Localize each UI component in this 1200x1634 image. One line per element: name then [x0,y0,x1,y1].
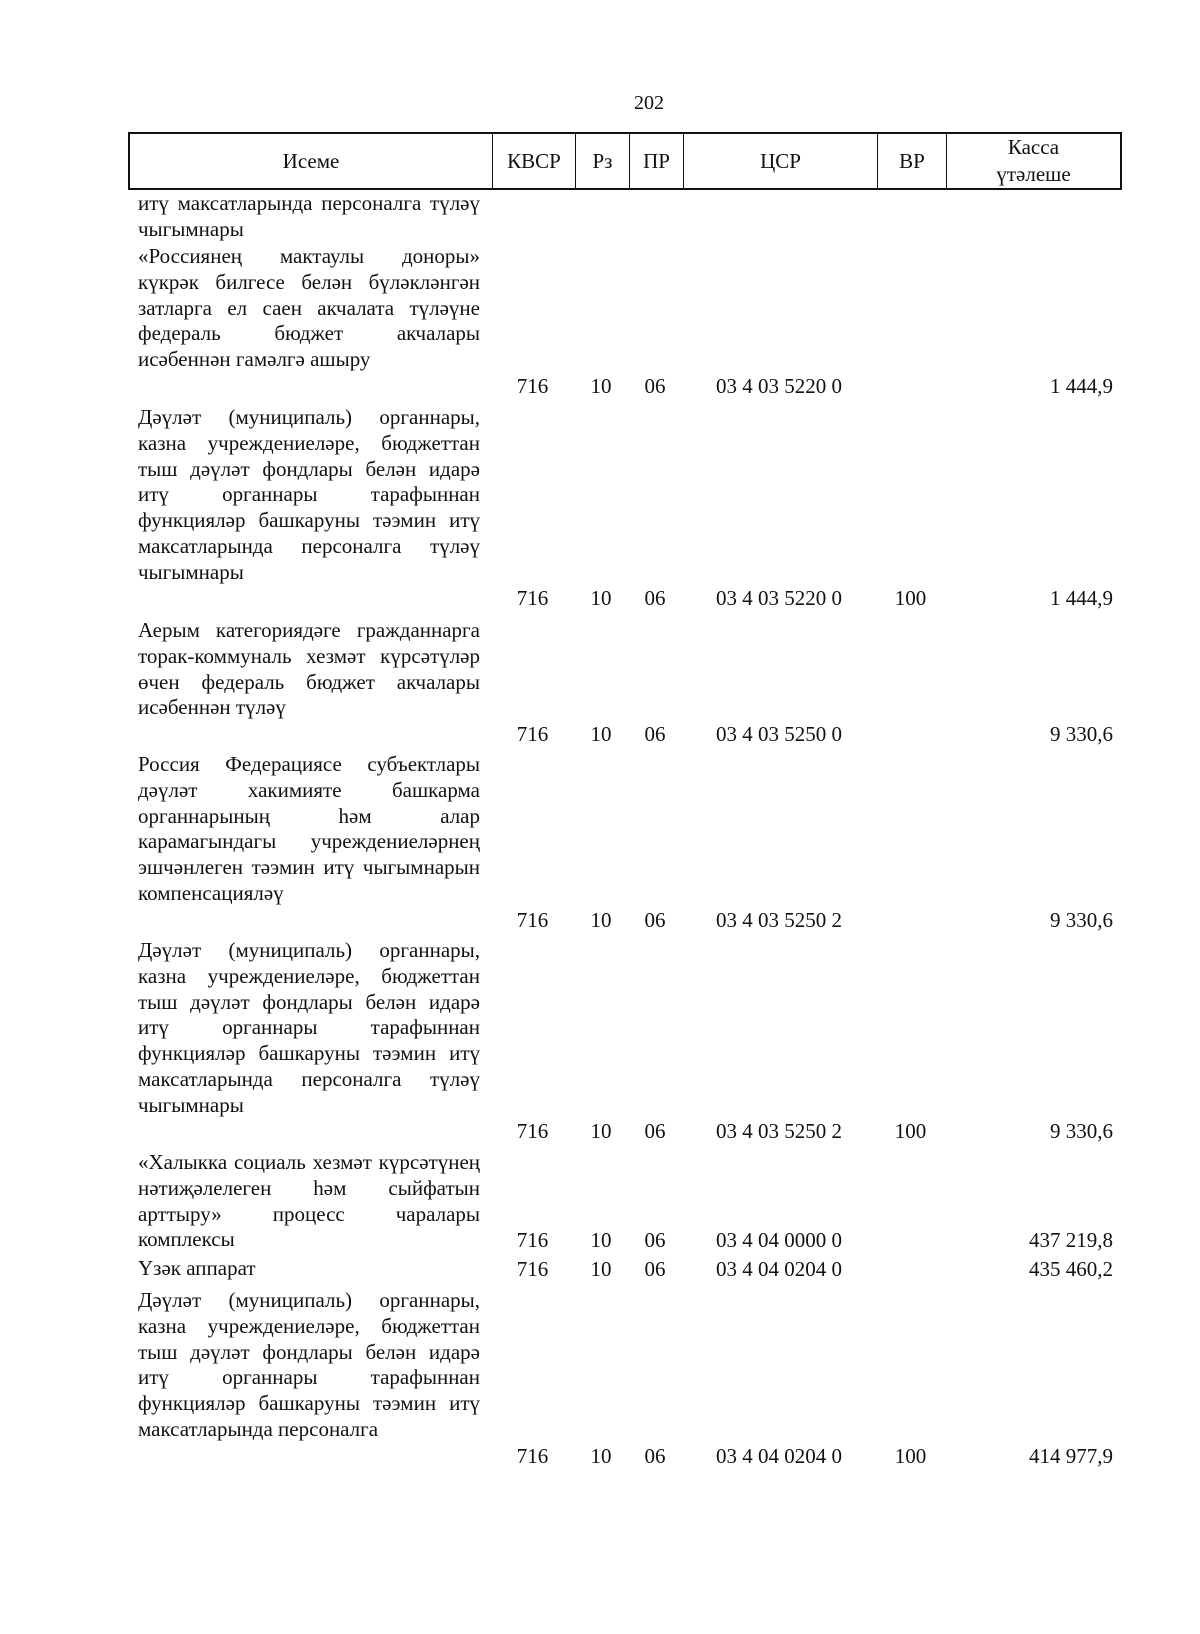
row-name: Дәүләт (муниципаль) органнары, казна учреждениеләре, бюджеттан тыш дәүләт фондлары белән идарә итү органнары тарафыннан функцияләр башкаруны тәэмин итү максатларында персоналга түләү чыгымнары [138,938,480,1117]
row-rz: 10 [590,1119,612,1144]
row-kassa: 437 219,8 [1029,1228,1113,1253]
header-pr: ПР [630,134,684,188]
row-csr: 03 4 04 0204 0 [716,1444,842,1469]
row-kassa: 9 330,6 [1050,1119,1113,1144]
row-csr: 03 4 03 5220 0 [716,374,842,399]
table-row [0,618,1200,748]
header-rz: Рз [576,134,630,188]
row-pr: 06 [644,586,666,611]
row-kassa: 1 444,9 [1050,374,1113,399]
table-header [128,132,1122,190]
table-row [0,1256,1200,1283]
row-name: Дәүләт (муниципаль) органнары, казна учреждениеләре, бюджеттан тыш дәүләт фондлары белән идарә итү органнары тарафыннан функцияләр башкаруны тәэмин итү максатларында персоналга [138,1288,480,1441]
row-kvsr: 716 [516,1228,549,1253]
row-name: «Россиянең мактаулы доноры» күкрәк билгесе белән бүләкләнгән затларга ел саен акчалата түләүне федераль бюджет акчалары исәбеннән гамәлгә ашыру [138,244,480,372]
row-name: «Халыкка социаль хезмәт күрсәтүнең нәтиҗәлелеген һәм сыйфатын арттыру» процесс чаралары комплексы [138,1150,480,1252]
table-row [0,1288,1200,1470]
row-pr: 06 [644,1119,666,1144]
row-pr: 06 [644,1257,666,1282]
row-kvsr: 716 [516,374,549,399]
row-vr: 100 [894,1119,927,1144]
row-kvsr: 716 [516,1257,549,1282]
table-row [0,405,1200,612]
header-kassa: Касса үтәлеше [996,135,1071,186]
row-kvsr: 716 [516,908,549,933]
row-pr: 06 [644,722,666,747]
row-rz: 10 [590,722,612,747]
row-name: Россия Федерациясе субъектлары дәүләт хакимияте башкарма органнарының һәм алар карамагындагы учреждениеләрнең эшчәнлеген тәэмин итү чыгымнарын компенсацияләү [138,752,480,905]
header-vr: ВР [878,134,947,188]
row-kvsr: 716 [516,1444,549,1469]
row-name: итү максатларында персоналга түләү чыгымнары [138,191,480,241]
header-kvsr: КВСР [493,134,576,188]
row-name: Үзәк аппарат [138,1256,256,1280]
row-name: Дәүләт (муниципаль) органнары, казна учреждениеләре, бюджеттан тыш дәүләт фондлары белән идарә итү органнары тарафыннан функцияләр башкаруны тәэмин итү максатларында персоналга түләү чыгымнары [138,405,480,584]
row-kassa: 414 977,9 [1029,1444,1113,1469]
row-kvsr: 716 [516,1119,549,1144]
table-row [0,1150,1200,1254]
row-rz: 10 [590,586,612,611]
row-rz: 10 [590,908,612,933]
header-csr: ЦСР [684,134,878,188]
row-rz: 10 [590,1444,612,1469]
row-rz: 10 [590,1257,612,1282]
row-csr: 03 4 04 0204 0 [716,1257,842,1282]
row-pr: 06 [644,908,666,933]
header-name: Исеме [130,134,493,188]
row-csr: 03 4 03 5250 0 [716,722,842,747]
table-row [0,938,1200,1145]
table-row [0,752,1200,934]
row-csr: 03 4 03 5220 0 [716,586,842,611]
row-csr: 03 4 03 5250 2 [716,1119,842,1144]
row-kassa: 9 330,6 [1050,722,1113,747]
row-csr: 03 4 03 5250 2 [716,908,842,933]
row-pr: 06 [644,1444,666,1469]
row-kassa: 9 330,6 [1050,908,1113,933]
row-rz: 10 [590,1228,612,1253]
row-kassa: 1 444,9 [1050,586,1113,611]
row-rz: 10 [590,374,612,399]
row-pr: 06 [644,374,666,399]
row-vr: 100 [894,586,927,611]
row-pr: 06 [644,1228,666,1253]
row-vr: 100 [894,1444,927,1469]
row-kvsr: 716 [516,722,549,747]
table-row [0,244,1200,400]
row-kvsr: 716 [516,586,549,611]
row-csr: 03 4 04 0000 0 [716,1228,842,1253]
row-name: Аерым категориядәге гражданнарга торак-коммуналь хезмәт күрсәтүләр өчен федераль бюджет акчалары исәбеннән түләү [138,618,480,720]
page-number: 202 [634,92,664,114]
row-kassa: 435 460,2 [1029,1257,1113,1282]
table-row [0,191,1200,243]
